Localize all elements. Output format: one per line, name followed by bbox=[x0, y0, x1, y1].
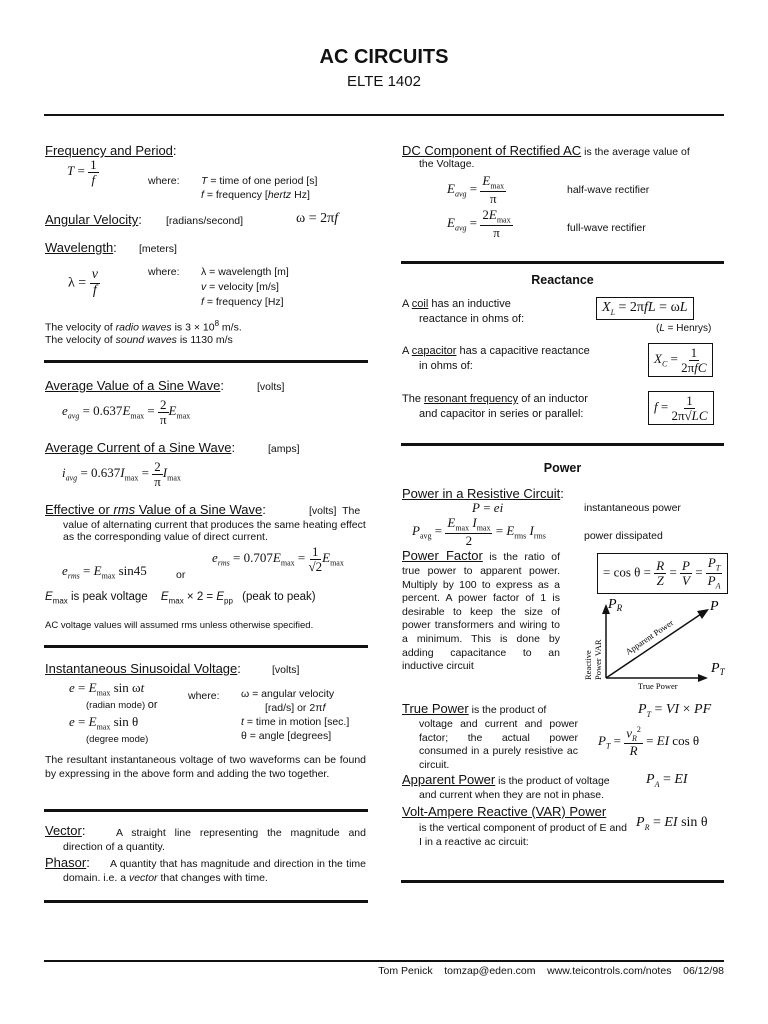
footer-url[interactable]: www.teicontrols.com/notes bbox=[547, 965, 672, 977]
footer bbox=[378, 965, 724, 977]
footer-date: 06/12/98 bbox=[683, 965, 724, 977]
wavelength-units: [meters] bbox=[139, 243, 177, 255]
footer-divider bbox=[44, 960, 724, 962]
angular-formula: ω = 2πf bbox=[296, 211, 339, 226]
rms-description: value of alternating current that produces the same heating effect as the corresponding value of direct current. bbox=[63, 519, 366, 543]
page-subtitle: ELTE 1402 bbox=[347, 73, 421, 90]
apparent-arrow bbox=[606, 612, 704, 678]
angular-heading: Angular Velocity: bbox=[45, 212, 142, 227]
var-text: is the vertical component of product of E and I in a reactive ac circuit: bbox=[419, 822, 627, 848]
inductive-reactance-formula: $X_L = 2\pi fL = \omega L$ bbox=[596, 297, 694, 320]
diagram-pr-label: $P_R$ bbox=[608, 597, 623, 613]
left-divider-4 bbox=[44, 900, 368, 903]
resonant-frequency-formula: f = $\frac{1}{2\pi√LC}$ bbox=[648, 391, 714, 425]
inst-degree-label: (degree mode) bbox=[86, 734, 149, 745]
coil-text-2: reactance in ohms of: bbox=[419, 313, 525, 325]
rms-or: or bbox=[176, 569, 186, 581]
inst-power-label: instantaneous power bbox=[584, 502, 681, 514]
inst-power-formula: P = ei bbox=[472, 500, 504, 515]
true-arrow-head bbox=[698, 674, 708, 682]
diagram-reactive-label-1: Reactive bbox=[583, 650, 593, 680]
phasor-text: A quantity that has magnitude and direction in the time domain. i.e. a vector that changes with time. bbox=[63, 858, 366, 885]
var-heading: Volt-Ampere Reactive (VAR) Power bbox=[402, 804, 607, 819]
capacitor-text: A capacitor has a capacitive reactance bbox=[402, 345, 590, 357]
left-divider-3 bbox=[44, 809, 368, 812]
avg-current-units: [amps] bbox=[268, 443, 300, 455]
coil-text: A coil has an inductive bbox=[402, 298, 511, 310]
inst-formula-radian: $e = E_{max}$ sin ωt bbox=[69, 680, 145, 698]
right-divider-2 bbox=[401, 443, 724, 446]
power-factor-formula: = cos θ = $\frac{R}{Z}$ = $\frac{P}{V}$ = $\frac{P_T}{P_A}$ bbox=[597, 553, 728, 594]
avg-current-heading: Average Current of a Sine Wave: bbox=[45, 440, 236, 455]
right-divider-3 bbox=[401, 880, 724, 883]
inst-heading: Instantaneous Sinusoidal Voltage: bbox=[45, 661, 241, 676]
henrys-note: (L = Henrys) bbox=[656, 323, 712, 334]
freq-t-def: T = time of one period [s] bbox=[201, 175, 318, 187]
power-triangle-diagram bbox=[578, 592, 728, 696]
dc-half-formula: $E_{avg}$ = $\frac{E_{max}}{\pi}$ bbox=[447, 173, 505, 206]
phasor-heading: Phasor: bbox=[45, 855, 90, 870]
wavelength-v-def: v = velocity [m/s] bbox=[201, 281, 279, 293]
apparent-power-formula: $P_A$ = EI bbox=[646, 772, 688, 789]
power-title: Power bbox=[543, 461, 582, 475]
dc-text: the Voltage. bbox=[419, 158, 475, 170]
freq-where: where: bbox=[148, 175, 180, 187]
rms-peak-note: $E_{max}$ is peak voltage $E_{max} \times 2 = E_{pp}$ (peak to peak) bbox=[45, 591, 316, 606]
resistive-heading: Power in a Resistive Circuit: bbox=[402, 486, 564, 501]
left-divider-1 bbox=[44, 360, 368, 363]
dc-heading: DC Component of Rectified AC is the average value of bbox=[402, 143, 690, 158]
rms-formula-root: $e_{rms} = 0.707E_{max}$ = $\frac{1}{√2}$ $E_{max}$ bbox=[212, 544, 344, 574]
diagram-apparent-label: Apparent Power bbox=[623, 617, 676, 657]
inst-radian-label: (radian mode) or bbox=[86, 699, 158, 711]
wavelength-f-def: f = frequency [Hz] bbox=[201, 296, 284, 308]
inst-t-def: t = time in motion [sec.] bbox=[241, 716, 350, 728]
left-divider-2 bbox=[44, 645, 368, 648]
apparent-arrow-head bbox=[697, 609, 709, 619]
avg-current-formula: $i_{avg} = 0.637I_{max}$ = $\frac{2}{\pi}$ $I_{max}$ bbox=[62, 459, 181, 489]
dc-half-label: half-wave rectifier bbox=[567, 184, 650, 196]
inst-units: [volts] bbox=[272, 664, 300, 676]
footer-author: Tom Penick bbox=[378, 965, 433, 977]
dissipated-label: power dissipated bbox=[584, 530, 663, 542]
var-formula: $P_R$ = EI sin θ bbox=[636, 815, 708, 832]
true-power-formula-1: $P_T$ = VI × PF bbox=[638, 702, 712, 719]
avg-power-formula: $P_{avg}$ = $\frac{E_{max} I_{max}}{2}$ = $E_{rms}$ $I_{rms}$ bbox=[412, 515, 546, 548]
resonant-text-2: and capacitor in series or parallel: bbox=[419, 408, 584, 420]
diagram-p-label: P bbox=[710, 599, 719, 614]
inst-theta-def: θ = angle [degrees] bbox=[241, 730, 332, 742]
right-divider-1 bbox=[401, 261, 724, 264]
reactance-title: Reactance bbox=[531, 273, 594, 287]
freq-f-def: f = frequency [hertz Hz] bbox=[201, 189, 310, 201]
diagram-reactive-label-2: Power VAR bbox=[593, 639, 603, 680]
capacitor-text-2: in ohms of: bbox=[419, 360, 473, 372]
avg-value-units: [volts] bbox=[257, 381, 285, 393]
inst-formula-degree: $e = E_{max}$ sin θ bbox=[69, 714, 139, 732]
angular-units: [radians/second] bbox=[166, 215, 244, 227]
inst-resultant-text: The resultant instantaneous voltage of two waveforms can be found by expressing in the above form and adding the two together. bbox=[45, 754, 366, 781]
true-power-text: True Power is the product of voltage and current and power factor; the actual power consumed in a purely resistive ac circuit. bbox=[402, 701, 578, 771]
power-factor-text: Power Factor is the ratio of true power to apparent power. Multiply by 100 to express as a percent. A power factor of 1 is desirable to keep the size of power transformers and wiring to a minimum. This is done by adding capacitance to an inductive circuit bbox=[402, 548, 560, 673]
freq-heading: Frequency and Period: bbox=[45, 143, 177, 158]
page-title: AC CIRCUITS bbox=[319, 46, 449, 68]
resonant-text: The resonant frequency of an inductor bbox=[402, 393, 588, 405]
inst-where: where: bbox=[188, 690, 220, 702]
avg-value-formula: $e_{avg} = 0.637E_{max}$ = $\frac{2}{\pi}$ $E_{max}$ bbox=[62, 397, 191, 427]
dc-full-label: full-wave rectifier bbox=[567, 222, 646, 234]
dc-full-formula: $E_{avg}$ = $\frac{2E_{max}}{\pi}$ bbox=[447, 207, 511, 240]
rms-units: [volts] The bbox=[309, 505, 361, 517]
velocity-radio: The velocity of radio waves is $3 \times 10^8$ m/s. bbox=[45, 319, 242, 334]
vector-heading: Vector: bbox=[45, 823, 86, 838]
diagram-pt-label: $P_T$ bbox=[711, 661, 725, 677]
rms-heading: Effective or rms Value of a Sine Wave: bbox=[45, 502, 266, 517]
footer-email[interactable]: tomzap@eden.com bbox=[444, 965, 536, 977]
inst-omega-units: [rad/s] or 2πf bbox=[265, 702, 326, 714]
header-divider bbox=[44, 114, 724, 116]
inst-omega-def: ω = angular velocity bbox=[241, 688, 335, 700]
wavelength-formula: λ = $\frac{v}{f}$ bbox=[68, 267, 98, 298]
wavelength-heading: Wavelength: bbox=[45, 240, 117, 255]
diagram-true-label: True Power bbox=[638, 681, 678, 691]
rms-formula-sin: $e_{rms} = E_{max}$ sin45 bbox=[62, 563, 147, 581]
capacitive-reactance-formula: $X_C$ = $\frac{1}{\text{2πfC}}$ bbox=[648, 343, 713, 377]
apparent-power-text: Apparent Power is the product of voltage and current when they are not in phase. bbox=[402, 772, 610, 801]
true-power-formula-2: $P_T$ = $\frac{v_R^2}{R}$ = EI cos θ bbox=[598, 725, 700, 759]
vector-text: A straight line representing the magnitude and direction of a quantity. bbox=[63, 827, 366, 854]
avg-value-heading: Average Value of a Sine Wave: bbox=[45, 378, 224, 393]
period-formula: T = $\frac{1}{f}$ bbox=[67, 157, 97, 187]
velocity-sound: The velocity of sound waves is 1130 m/s bbox=[45, 334, 233, 346]
wavelength-lambda-def: λ = wavelength [m] bbox=[201, 266, 289, 278]
wavelength-where: where: bbox=[148, 266, 180, 278]
ac-voltage-note: AC voltage values will assumed rms unless otherwise specified. bbox=[45, 620, 314, 631]
